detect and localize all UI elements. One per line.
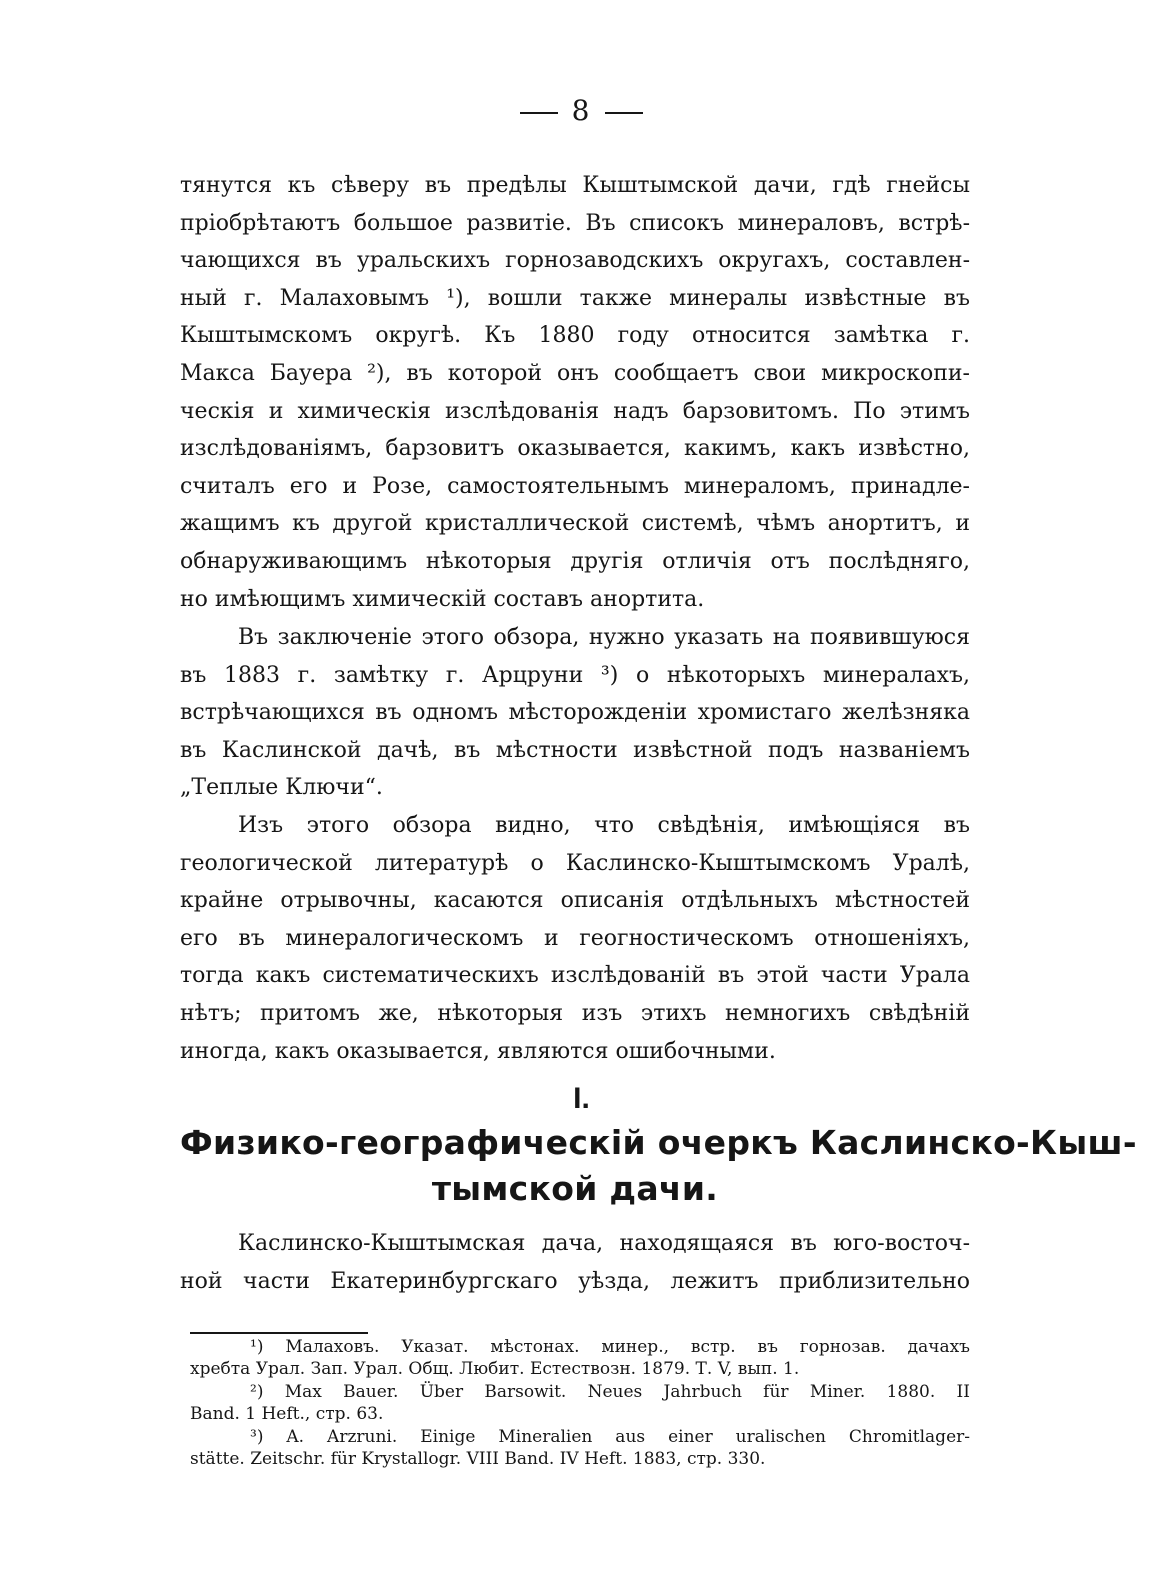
footnote-3 [190,1426,970,1471]
text-line: въ Каслинской дачѣ, въ мѣстности извѣстной подъ названіемъ [180,737,970,763]
text-line: Въ заключеніе этого обзора, нужно указать на появившуюся [238,625,970,650]
text-line: тогда какъ систематическихъ изслѣдованій въ этой части Урала [180,963,970,989]
text-line: изслѣдованіямъ, барзовитъ оказывается, какимъ, какъ извѣстно, [180,436,970,462]
dash-left [520,112,558,114]
text-line: „Теплые Ключи“. [180,775,383,801]
text-line: нѣтъ; притомъ же, нѣкоторыя изъ этихъ немногихъ свѣдѣній [180,1000,970,1026]
text-line: ный г. Малаховымъ ¹), вошли также минералы извѣстные въ [180,285,970,311]
text-line: Макса Бауера ²), въ которой онъ сообщаетъ свои микроскопи- [180,360,970,386]
text-line: Кыштымскомъ округѣ. Къ 1880 году относится замѣтка г. [180,323,970,349]
paragraph-1 [180,167,970,618]
footnotes [190,1336,970,1470]
text-line: Каслинско-Кыштымская дача, находящаяся въ юго-восточ- [238,1231,970,1256]
chapter-title [180,1120,1137,1212]
text-line: чающихся въ уральскихъ горнозаводскихъ округахъ, составлен- [180,248,970,274]
text-line: встрѣчающихся въ одномъ мѣсторожденіи хромистаго желѣзняка [180,700,970,726]
page-number [0,94,1163,127]
chapter-title-line: Физико-географическій очеркъ Каслинско-Кыш- [180,1123,1137,1162]
text-line: считалъ его и Розе, самостоятельнымъ минераломъ, принадле- [180,473,970,499]
text-line: ной части Екатеринбургскаго уѣзда, лежитъ приблизительно [180,1268,970,1294]
footnote-divider [190,1332,368,1334]
footnote-2 [190,1381,970,1426]
text-line: жащимъ къ другой кристаллической системѣ, чѣмъ анортитъ, и [180,511,970,537]
paragraph-3 [180,807,970,1070]
dash-right [605,112,643,114]
paragraph-4 [180,1225,970,1300]
text-line: Изъ этого обзора видно, что свѣдѣнія, имѣющіяся въ [238,813,970,838]
text-line: крайне отрывочны, касаются описанія отдѣльныхъ мѣстностей [180,888,970,914]
footnote-line: stätte. Zeitschr. für Krystallogr. VIII Band. IV Heft. 1883, стр. 330. [190,1449,766,1470]
text-line: геологической литературѣ о Каслинско-Кыштымскомъ Уралѣ, [180,850,970,876]
footnote-line: ²) Max Bauer. Über Barsowit. Neues Jahrbuch für Miner. 1880. II [250,1381,970,1402]
footnote-line: хребта Урал. Зап. Урал. Общ. Любит. Естествозн. 1879. Т. V, вып. 1. [190,1359,800,1380]
footnote-line: Band. 1 Heft., стр. 63. [190,1404,384,1425]
footnote-line: ¹) Малаховъ. Указат. мѣстонах. минер., встр. въ горнозав. дачахъ [250,1337,970,1357]
page-number-value: 8 [571,94,592,127]
text-line: ческія и химическія изслѣдованія надъ барзовитомъ. По этимъ [180,398,970,424]
text-line: иногда, какъ оказывается, являются ошибочными. [180,1038,776,1064]
text-line: но имѣющимъ химическій составъ анортита. [180,586,705,612]
text-line: пріобрѣтаютъ большое развитіе. Въ списокъ минераловъ, встрѣ- [180,210,970,236]
text-line: тянутся къ сѣверу въ предѣлы Кыштымской дачи, гдѣ гнейсы [180,173,970,198]
chapter-title-line: тымской дачи. [431,1169,719,1208]
section-number: I. [573,1082,590,1115]
paragraph-2 [180,619,970,807]
text-line: въ 1883 г. замѣтку г. Арцруни ³) о нѣкоторыхъ минералахъ, [180,662,970,688]
text-line: обнаруживающимъ нѣкоторыя другія отличія отъ послѣдняго, [180,548,970,574]
footnote-1 [190,1336,970,1381]
footnote-line: ³) A. Arzruni. Einige Mineralien aus einer uralischen Chromitlager- [250,1426,970,1447]
text-line: его въ минералогическомъ и геогностическомъ отношеніяхъ, [180,925,970,951]
